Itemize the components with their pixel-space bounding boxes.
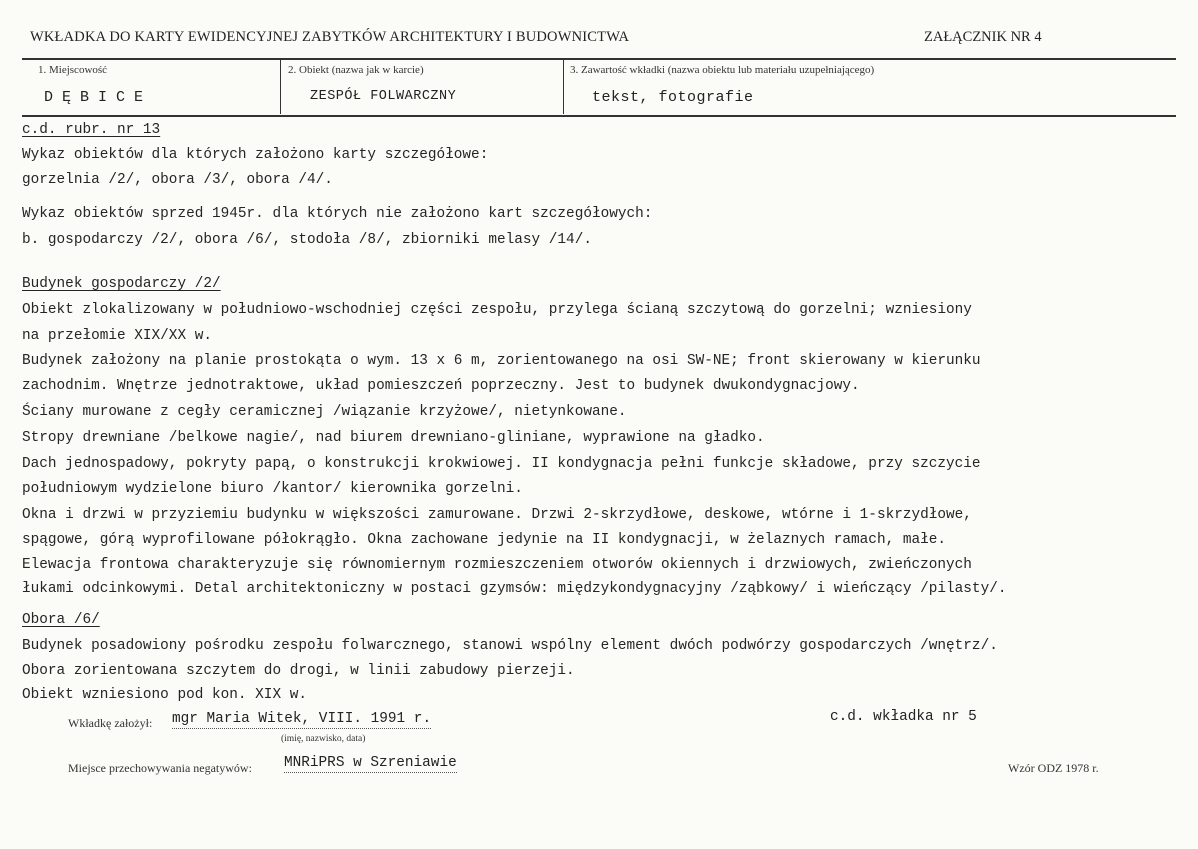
field-object-label: 2. Obiekt (nazwa jak w karcie) xyxy=(288,64,424,76)
body-line: Okna i drzwi w przyziemiu budynku w większości zamurowane. Drzwi 2-skrzydłowe, deskowe, wtórne i 1-skrzydłowe, xyxy=(22,507,972,523)
body-line: Obiekt wzniesiono pod kon. XIX w. xyxy=(22,687,307,703)
field-contents-label: 3. Zawartość wkładki (nazwa obiektu lub materiału uzupełniającego) xyxy=(570,64,875,76)
annex-number: ZAŁĄCZNIK NR 4 xyxy=(924,29,1042,45)
body-line: Obiekt zlokalizowany w południowo-wschodniej części zespołu, przylega ścianą szczytową do gorzelni; wzniesiony xyxy=(22,302,972,318)
body-line: Wykaz obiektów dla których założono karty szczegółowe: xyxy=(22,147,489,163)
field-divider xyxy=(563,60,564,114)
header-rule xyxy=(22,58,1176,60)
body-line: Elewacja frontowa charakteryzuje się równomiernym rozmieszczeniem otworów okiennych i drzwiowych, zwieńczonych xyxy=(22,557,972,573)
form-title: WKŁADKA DO KARTY EWIDENCYJNEJ ZABYTKÓW ARCHITEKTURY I BUDOWNICTWA xyxy=(30,29,630,45)
body-line: zachodnim. Wnętrze jednotraktowe, układ pomieszczeń poprzeczny. Jest to budynek dwukondygnacjowy. xyxy=(22,378,860,394)
body-line: Ściany murowane z cegły ceramicznej /wiązanie krzyżowe/, nietynkowane. xyxy=(22,404,627,420)
field-locality-value: DĘBICE xyxy=(44,89,153,106)
body-line: gorzelnia /2/, obora /3/, obora /4/. xyxy=(22,172,333,188)
body-line: Budynek założony na planie prostokąta o wym. 13 x 6 m, zorientowanego na osi SW-NE; front skierowany w kierunku xyxy=(22,353,981,369)
author-caption: (imię, nazwisko, data) xyxy=(281,734,366,744)
field-contents-value: tekst, fotografie xyxy=(592,89,754,106)
body-line: Wykaz obiektów sprzed 1945r. dla których nie założono kart szczegółowych: xyxy=(22,206,653,222)
form-code: Wzór ODZ 1978 r. xyxy=(1008,761,1099,775)
body-line: b. gospodarczy /2/, obora /6/, stodoła /8/, zbiorniki melasy /14/. xyxy=(22,232,592,248)
body-line: Obora zorientowana szczytem do drogi, w linii zabudowy pierzeji. xyxy=(22,663,575,679)
section-heading-barn: Obora /6/ xyxy=(22,612,100,628)
field-object-value: ZESPÓŁ FOLWARCZNY xyxy=(310,89,457,104)
field-locality-label: 1. Miejscowość xyxy=(38,64,108,76)
fields-rule xyxy=(22,115,1176,117)
section-heading-continuation: c.d. rubr. nr 13 xyxy=(22,122,161,138)
author-value: mgr Maria Witek, VIII. 1991 r. xyxy=(172,711,432,727)
body-line: Dach jednospadowy, pokryty papą, o konstrukcji krokwiowej. II kondygnacja pełni funkcje składowe, przy szczycie xyxy=(22,456,981,472)
body-line: południowym wydzielone biuro /kantor/ kierownika gorzelni. xyxy=(22,481,523,497)
continuation-note: c.d. wkładka nr 5 xyxy=(830,709,977,725)
body-line: Stropy drewniane /belkowe nagie/, nad biurem drewniano-gliniane, wyprawione na gładko. xyxy=(22,430,765,446)
negatives-label: Miejsce przechowywania negatywów: xyxy=(68,761,252,775)
author-label: Wkładkę założył: xyxy=(68,716,153,730)
body-line: na przełomie XIX/XX w. xyxy=(22,328,212,344)
body-line: spągowe, górą wyprofilowane półokrągło. Okna zachowane jedynie na II kondygnacji, w żelaznych ramach, małe. xyxy=(22,532,947,548)
negatives-value: MNRiPRS w Szreniawie xyxy=(284,755,457,771)
field-divider xyxy=(280,60,281,114)
body-line: łukami odcinkowymi. Detal architektoniczny w postaci gzymsów: międzykondygnacyjny /ząbkowy/ i wieńczący /pilasty/. xyxy=(22,581,1007,597)
section-heading-farm-building: Budynek gospodarczy /2/ xyxy=(22,276,221,292)
body-line: Budynek posadowiony pośrodku zespołu folwarcznego, stanowi wspólny element dwóch podwórzy gospodarczych /wnętrz/. xyxy=(22,638,998,654)
